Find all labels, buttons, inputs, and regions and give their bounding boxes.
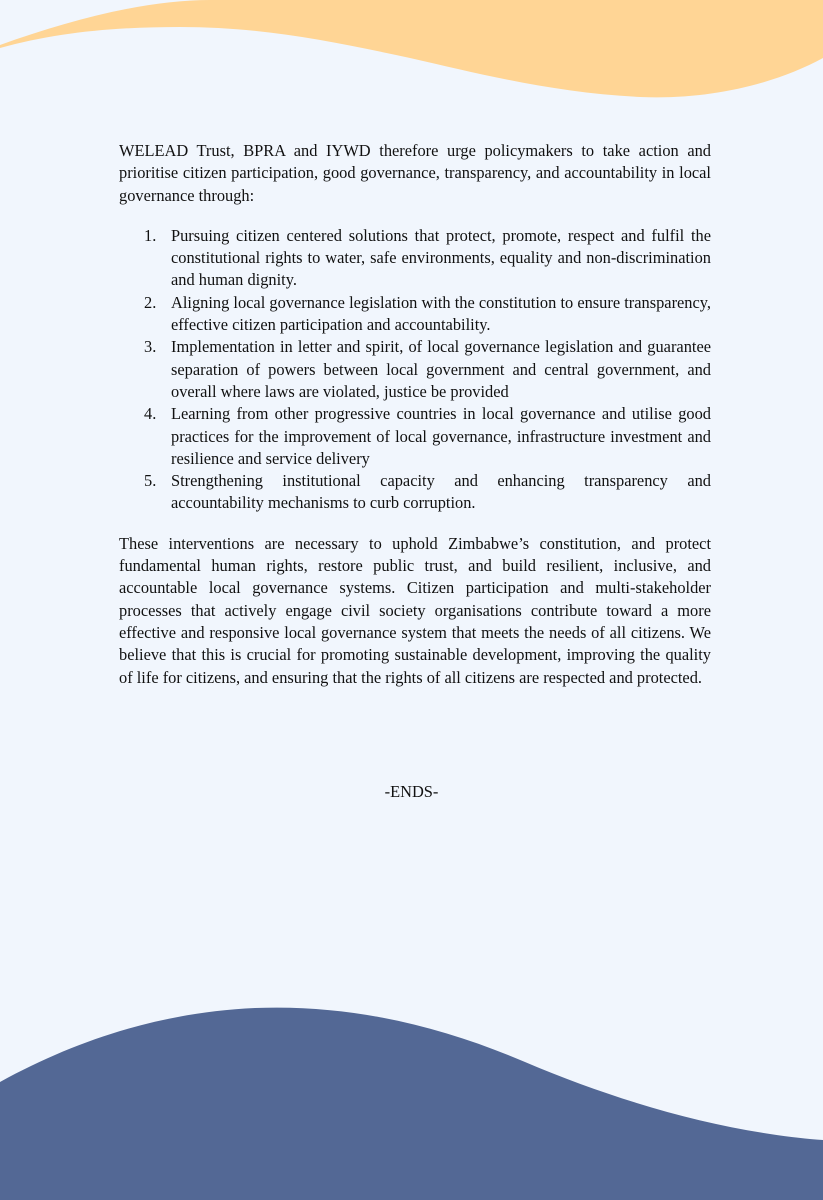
- bottom-wave-shape: [0, 1008, 823, 1200]
- list-item: [119, 292, 711, 337]
- list-item-number: 1.: [144, 225, 157, 245]
- list-item: [119, 336, 711, 403]
- document-body: [119, 140, 711, 689]
- list-item-number: 4.: [144, 404, 157, 424]
- list-item: [119, 225, 711, 292]
- intro-paragraph: WELEAD Trust, BPRA and IYWD therefore urge policymakers to take action and prioritise citizen participation, good governance, transparency, and accountability in local governance through:: [119, 141, 711, 205]
- recommendations-list: [119, 225, 711, 515]
- top-wave-shape: [0, 0, 823, 97]
- list-item-text: Learning from other progressive countries in local governance and utilise good practices for the improvement of local governance, infrastructure investment and resilience and service delivery: [171, 404, 711, 468]
- list-item: [119, 403, 711, 470]
- list-item: [119, 470, 711, 515]
- list-item-text: Strengthening institutional capacity and enhancing transparency and accountability mechanisms to curb corruption.: [171, 471, 711, 513]
- ends-marker: -ENDS-: [384, 782, 439, 801]
- list-item-number: 3.: [144, 337, 157, 357]
- list-item-number: 2.: [144, 292, 157, 312]
- conclusion-paragraph: These interventions are necessary to uphold Zimbabwe’s constitution, and protect fundamental human rights, restore public trust, and build resilient, inclusive, and accountable local governance systems. Citizen participation and multi-stakeholder processes that actively engage civil society organisations contribute toward a more effective and responsive local governance system that meets the needs of all citizens. We believe that this is crucial for promoting sustainable development, improving the quality of life for citizens, and ensuring that the rights of all citizens are respected and protected.: [119, 533, 711, 687]
- list-item-text: Pursuing citizen centered solutions that protect, promote, respect and fulfil the constitutional rights to water, safe environments, equality and non-discrimination and human dignity.: [171, 225, 711, 290]
- top-wave-decoration: [0, 0, 823, 110]
- list-item-number: 5.: [144, 471, 157, 491]
- list-item-text: Aligning local governance legislation with the constitution to ensure transparency, effective citizen participation and accountability.: [171, 292, 711, 335]
- list-item-text: Implementation in letter and spirit, of local governance legislation and guarantee separation of powers between local government and central government, and overall where laws are violated, justice be provided: [171, 337, 711, 401]
